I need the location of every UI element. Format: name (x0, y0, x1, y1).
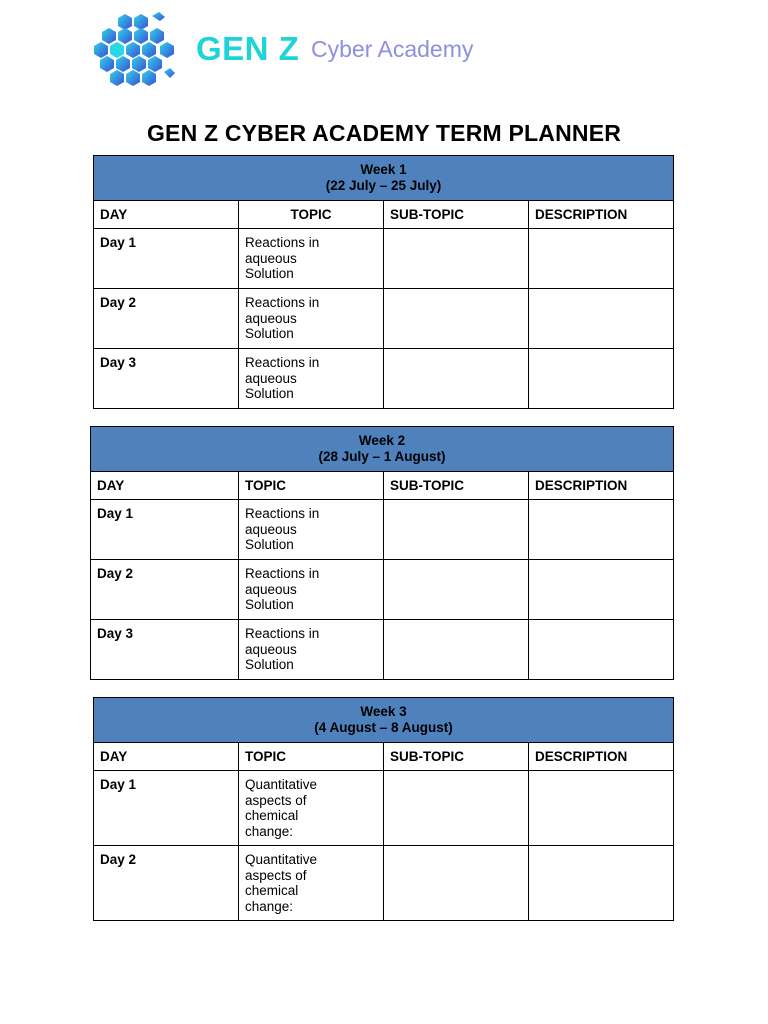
description-cell (529, 289, 674, 349)
table-row (94, 289, 674, 349)
table-row (91, 560, 674, 620)
topic-text: Reactions in aqueous Solution (245, 566, 320, 612)
table-row (94, 349, 674, 409)
page-title: GEN Z CYBER ACADEMY TERM PLANNER (146, 120, 622, 146)
day-cell: Day 1 (91, 500, 239, 560)
brand-name-sub: Cyber Academy (311, 36, 474, 62)
topic-text: Reactions in aqueous Solution (245, 295, 320, 341)
brand-logo (90, 12, 510, 88)
description-cell (529, 560, 674, 620)
column-header: DESCRIPTION (529, 201, 674, 229)
table-row (91, 620, 674, 680)
table-row (94, 771, 674, 846)
topic-text: Reactions in aqueous Solution (245, 235, 320, 281)
topic-cell (239, 846, 384, 921)
column-header: SUB-TOPIC (384, 743, 529, 771)
week-table (90, 426, 674, 680)
description-cell (529, 846, 674, 921)
brand-name-main: GEN Z (196, 30, 300, 67)
subtopic-cell (384, 560, 529, 620)
topic-cell (239, 620, 384, 680)
column-header: SUB-TOPIC (384, 201, 529, 229)
topic-text: Reactions in aqueous Solution (245, 626, 320, 672)
column-header: DESCRIPTION (529, 472, 674, 500)
subtopic-cell (384, 229, 529, 289)
column-header: TOPIC (239, 201, 384, 229)
topic-text: Reactions in aqueous Solution (245, 355, 320, 401)
week-dates: (22 July – 25 July) (325, 178, 442, 193)
column-header: DAY (91, 472, 239, 500)
topic-cell (239, 771, 384, 846)
topic-cell (239, 349, 384, 409)
column-header: DESCRIPTION (529, 743, 674, 771)
column-header: DAY (94, 201, 239, 229)
column-header: TOPIC (239, 743, 384, 771)
day-cell: Day 3 (94, 349, 239, 409)
week-table (93, 155, 674, 409)
day-cell: Day 2 (94, 289, 239, 349)
hexagon-globe-logo-icon (90, 12, 186, 88)
week-header (94, 698, 674, 743)
table-row (91, 500, 674, 560)
subtopic-cell (384, 846, 529, 921)
topic-cell (239, 229, 384, 289)
column-header: SUB-TOPIC (384, 472, 529, 500)
week-label: Week 2 (358, 433, 406, 448)
subtopic-cell (384, 289, 529, 349)
topic-text: Quantitative aspects of chemical change: (245, 777, 318, 839)
week-dates: (28 July – 1 August) (318, 449, 446, 464)
week-header (94, 156, 674, 201)
day-cell: Day 3 (91, 620, 239, 680)
topic-cell (239, 560, 384, 620)
subtopic-cell (384, 620, 529, 680)
subtopic-cell (384, 349, 529, 409)
description-cell (529, 620, 674, 680)
topic-text: Reactions in aqueous Solution (245, 506, 320, 552)
subtopic-cell (384, 771, 529, 846)
description-cell (529, 349, 674, 409)
day-cell: Day 2 (94, 846, 239, 921)
topic-text: Quantitative aspects of chemical change: (245, 852, 318, 914)
day-cell: Day 2 (91, 560, 239, 620)
subtopic-cell (384, 500, 529, 560)
week-header (91, 427, 674, 472)
table-row (94, 229, 674, 289)
description-cell (529, 500, 674, 560)
description-cell (529, 229, 674, 289)
week-dates: (4 August – 8 August) (314, 720, 453, 735)
description-cell (529, 771, 674, 846)
week-label: Week 1 (360, 162, 407, 177)
day-cell: Day 1 (94, 771, 239, 846)
table-row (94, 846, 674, 921)
column-header: DAY (94, 743, 239, 771)
column-header: TOPIC (239, 472, 384, 500)
week-label: Week 3 (360, 704, 407, 719)
week-table (93, 697, 674, 921)
topic-cell (239, 289, 384, 349)
day-cell: Day 1 (94, 229, 239, 289)
topic-cell (239, 500, 384, 560)
